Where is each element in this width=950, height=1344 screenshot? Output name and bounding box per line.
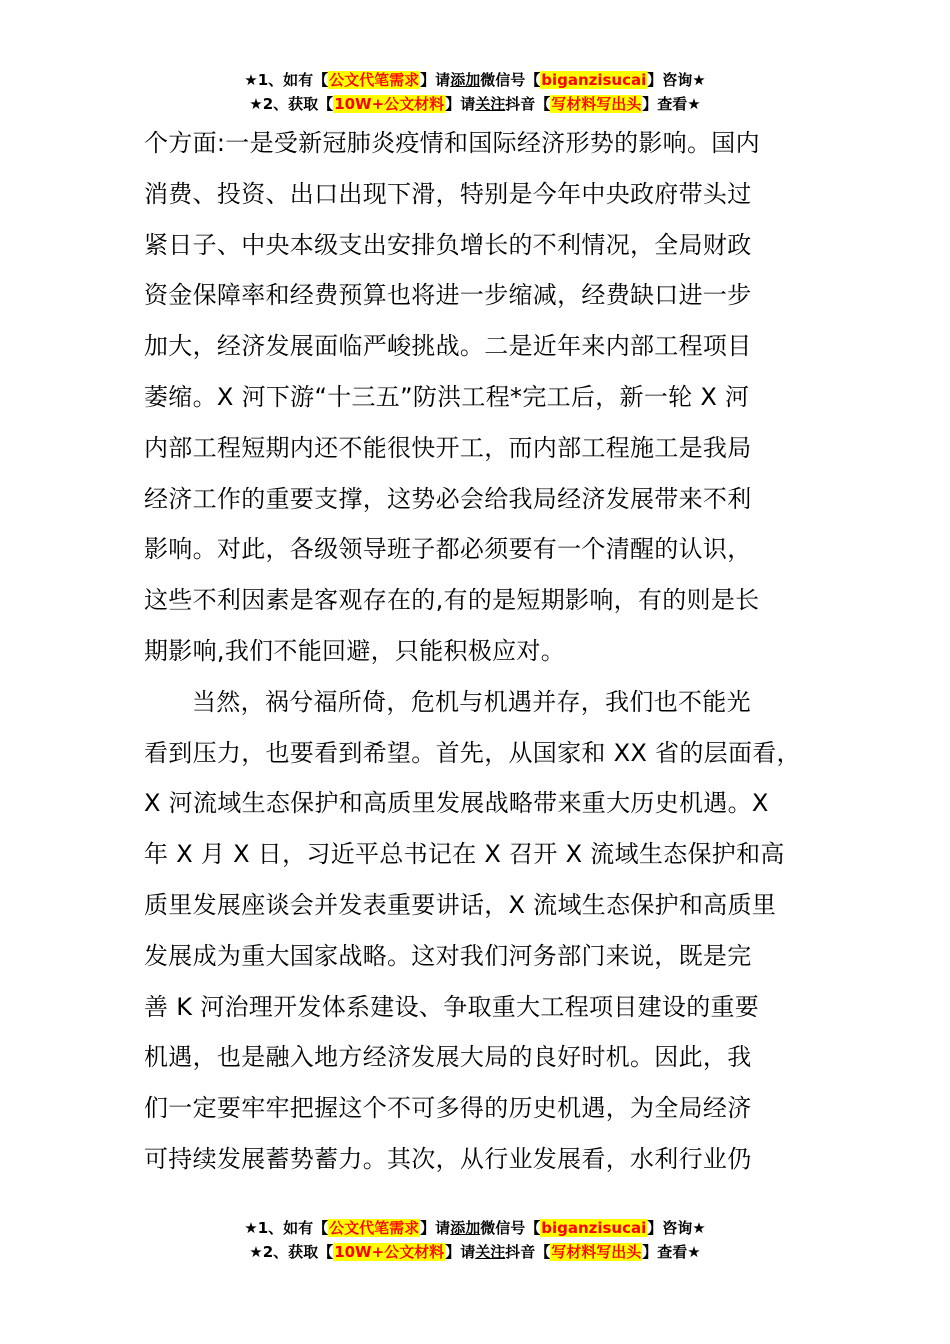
- banner-text: 】咨询★: [647, 71, 706, 89]
- banner-highlight: biganzisucai: [541, 1219, 647, 1237]
- body-line: 加大，经济发展面临严峻挑战。二是近年来内部工程项目: [144, 332, 752, 361]
- banner-highlight: 写材料写出头: [551, 95, 642, 113]
- body-line: 资金保障率和经费预算也将进一步缩减，经费缺口进一步: [144, 281, 752, 310]
- body-line: 年 X 月 X 日，习近平总书记在 X 召开 X 流域生态保护和高: [144, 840, 785, 869]
- top-banner: [0, 68, 950, 116]
- banner-highlight: 10W+公文材料: [334, 95, 445, 113]
- body-line: 消费、投资、出口出现下滑，特别是今年中央政府带头过: [144, 179, 752, 208]
- banner-text: 】请: [445, 1243, 476, 1261]
- banner-underlined: 添加: [450, 1219, 481, 1237]
- body-line: 们一定要牢牢把握这个不可多得的历史机遇，为全局经济: [144, 1094, 752, 1123]
- banner-underlined: 关注: [475, 95, 506, 113]
- banner-text: ★2、获取【: [249, 95, 334, 113]
- body-line: 这些不利因素是客观存在的,有的是短期影响，有的则是长: [144, 586, 760, 615]
- banner-text: 微信号【: [480, 71, 541, 89]
- banner-highlight: 公文代笔需求: [329, 1219, 420, 1237]
- banner-text: ★2、获取【: [249, 1243, 334, 1261]
- banner-line-1: [0, 1216, 950, 1240]
- body-line: X 河流域生态保护和高质里发展战略带来重大历史机遇。X: [144, 789, 769, 818]
- bottom-banner: [0, 1216, 950, 1264]
- banner-text: 】查看★: [642, 1243, 701, 1261]
- document-body: [144, 118, 824, 1185]
- banner-text: 】请: [420, 1219, 451, 1237]
- paragraph-first-line: 当然，祸兮福所倚，危机与机遇并存，我们也不能光: [192, 687, 751, 716]
- body-line: 期影响,我们不能回避，只能积极应对。: [144, 636, 566, 665]
- body-line: 发展成为重大国家战略。这对我们河务部门来说，既是完: [144, 941, 752, 970]
- banner-text: 】请: [445, 95, 476, 113]
- banner-text: 】请: [420, 71, 451, 89]
- banner-underlined: 关注: [475, 1243, 506, 1261]
- body-line: 看到压力，也要看到希望。首先，从国家和 XX 省的层面看，: [144, 738, 801, 767]
- banner-highlight: biganzisucai: [541, 71, 647, 89]
- banner-text: 】查看★: [642, 95, 701, 113]
- body-line: 紧日子、中央本级支出安排负增长的不利情况，全局财政: [144, 230, 752, 259]
- body-line: 机遇，也是融入地方经济发展大局的良好时机。因此，我: [144, 1043, 752, 1072]
- banner-highlight: 公文代笔需求: [329, 71, 420, 89]
- body-line: 影响。对此，各级领导班子都必须要有一个清醒的认识，: [144, 535, 752, 564]
- banner-underlined: 添加: [450, 71, 481, 89]
- banner-line-1: [0, 68, 950, 92]
- banner-text: 抖音【: [505, 95, 551, 113]
- body-line: 可持续发展蓄势蓄力。其次，从行业发展看，水利行业仍: [144, 1144, 752, 1173]
- banner-text: 微信号【: [480, 1219, 541, 1237]
- banner-line-2: [0, 92, 950, 116]
- banner-text: ★1、如有【: [244, 71, 329, 89]
- body-line: 个方面:一是受新冠肺炎疫情和国际经济形势的影响。国内: [144, 129, 760, 157]
- banner-highlight: 写材料写出头: [551, 1243, 642, 1261]
- body-line: 质里发展座谈会并发表重要讲话，X 流域生态保护和高质里: [144, 890, 777, 919]
- banner-line-2: [0, 1240, 950, 1264]
- banner-highlight: 10W+公文材料: [334, 1243, 445, 1261]
- banner-text: ★1、如有【: [244, 1219, 329, 1237]
- body-line: 经济工作的重要支撑，这势必会给我局经济发展带来不利: [144, 484, 752, 513]
- body-line: 萎缩。X 河下游“十三五”防洪工程*完工后，新一轮 X 河: [144, 382, 750, 411]
- body-line: 善 K 河治理开发体系建设、争取重大工程项目建设的重要: [144, 992, 760, 1021]
- banner-text: 抖音【: [505, 1243, 551, 1261]
- body-line: 内部工程短期内还不能很快开工，而内部工程施工是我局: [144, 433, 752, 462]
- banner-text: 】咨询★: [647, 1219, 706, 1237]
